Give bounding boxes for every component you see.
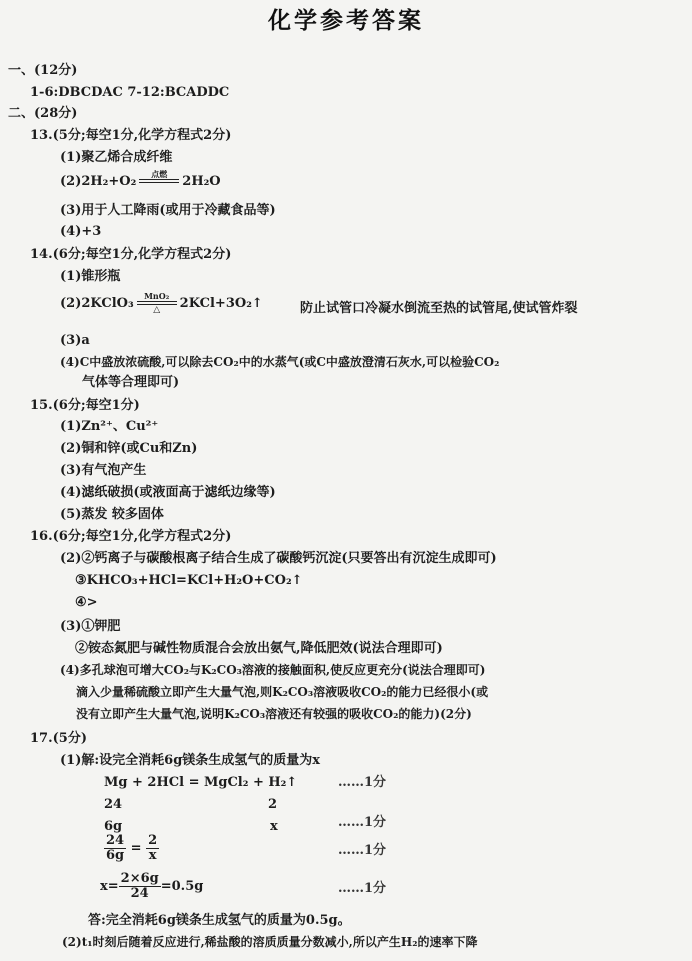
q16-header: 16.(6分;每空1分,化学方程式2分): [30, 529, 232, 544]
section1-answers: 1-6:DBCDAC 7-12:BCADDC: [30, 85, 230, 100]
q13-header: 13.(5分;每空1分,化学方程式2分): [30, 128, 232, 143]
q17-header: 17.(5分): [30, 731, 87, 746]
page-title: 化学参考答案: [268, 8, 424, 34]
q16-answer-4-line1: (4)多孔球泡可增大CO₂与K₂CO₃溶液的接触面积,使反应更充分(说法合理即可): [60, 663, 486, 677]
q13-condition: 点燃: [151, 169, 168, 179]
q13-equation-reactants: (2)2H₂+O₂: [60, 174, 137, 189]
q17-mass-right: x: [270, 819, 278, 834]
q13-answer-1: (1)聚乙烯合成纤维: [60, 150, 173, 165]
q13-equation-product: 2H₂O: [182, 174, 221, 189]
q14-catalyst: MnO₂: [144, 291, 170, 301]
q14-heat-symbol: △: [153, 305, 161, 315]
q14-answer-2: [60, 292, 263, 315]
q16-answer-4-line3: 没有立即产生大量气泡,说明K₂CO₃溶液还有较强的吸收CO₂的能力)(2分): [76, 707, 472, 721]
q17-score-1: ……1分: [338, 775, 387, 790]
q17-solution-setup: (1)解:设完全消耗6g镁条生成氢气的质量为x: [60, 753, 321, 768]
q17-score-4: ……1分: [338, 881, 387, 896]
q15-answer-5: (5)蒸发 较多固体: [60, 507, 164, 522]
q16-answer-3-1: (3)①钾肥: [60, 619, 121, 634]
q15-answer-3: (3)有气泡产生: [60, 463, 147, 478]
q14-reaction-arrow: [137, 292, 177, 315]
q17-proportion-right: $\frac{2}{x}$: [148, 833, 158, 863]
q17-answer: 答:完全消耗6g镁条生成氢气的质量为0.5g。: [88, 913, 351, 928]
q14-answer-4-line2: 气体等合理即可): [82, 375, 180, 390]
q14-equation-reactant: (2)2KClO₃: [60, 296, 134, 311]
q14-answer-4-line1: (4)C中盛放浓硫酸,可以除去CO₂中的水蒸气(或C中盛放澄清石灰水,可以检验CO₂: [60, 355, 500, 369]
q14-answer-3: (3)a: [60, 333, 90, 348]
q17-score-3: ……1分: [338, 843, 387, 858]
q14-answer-2-reason: 防止试管口冷凝水倒流至热的试管尾,使试管炸裂: [300, 301, 578, 316]
q14-answer-1: (1)锥形瓶: [60, 269, 121, 284]
q16-answer-2-3: ④>: [75, 595, 98, 610]
q17-result-fraction: $\frac{2\times 6g}{24}$: [120, 871, 159, 901]
section1-header: 一、(12分): [8, 63, 78, 78]
q17-part-2: (2)t₁时刻后随着反应进行,稀盐酸的溶质质量分数减小,所以产生H₂的速率下降: [62, 935, 478, 949]
q14-equation-product: 2KCl+3O₂↑: [179, 296, 263, 311]
q17-mass-left: 6g: [104, 819, 123, 834]
q15-header: 15.(6分;每空1分): [30, 398, 140, 413]
q17-proportion: $\frac{24}{6g}$ = $\frac{2}{x}$: [105, 833, 158, 863]
q17-proportion-left: $\frac{24}{6g}$: [105, 833, 125, 863]
q17-ratio-left: 24: [104, 797, 123, 812]
q17-ratio-right: 2: [268, 797, 278, 812]
q15-answer-1: (1)Zn²⁺、Cu²⁺: [60, 419, 159, 434]
q17-score-2: ……1分: [338, 815, 387, 830]
q16-answer-2-2: ③KHCO₃+HCl=KCl+H₂O+CO₂↑: [75, 573, 303, 588]
q13-answer-2: [60, 170, 221, 193]
section2-header: 二、(28分): [8, 106, 78, 121]
q16-answer-3-2: ②铵态氮肥与碱性物质混合会放出氨气,降低肥效(说法合理即可): [75, 641, 443, 656]
q13-reaction-arrow: [139, 170, 179, 193]
q16-answer-4-line2: 滴入少量稀硫酸立即产生大量气泡,则K₂CO₃溶液吸收CO₂的能力已经很小(或: [76, 685, 489, 699]
q16-answer-2-1: (2)②钙离子与碳酸根离子结合生成了碳酸钙沉淀(只要答出有沉淀生成即可): [60, 551, 497, 566]
q13-answer-4: (4)+3: [60, 224, 102, 239]
q14-header: 14.(6分;每空1分,化学方程式2分): [30, 247, 232, 262]
q15-answer-4: (4)滤纸破损(或液面高于滤纸边缘等): [60, 485, 276, 500]
q15-answer-2: (2)铜和锌(或Cu和Zn): [60, 441, 198, 456]
q17-equation: Mg + 2HCl = MgCl₂ + H₂↑: [104, 775, 298, 790]
q17-result: x= $\frac{2\times 6g}{24}$ =0.5g: [100, 871, 204, 901]
q13-answer-3: (3)用于人工降雨(或用于冷藏食品等): [60, 203, 276, 218]
